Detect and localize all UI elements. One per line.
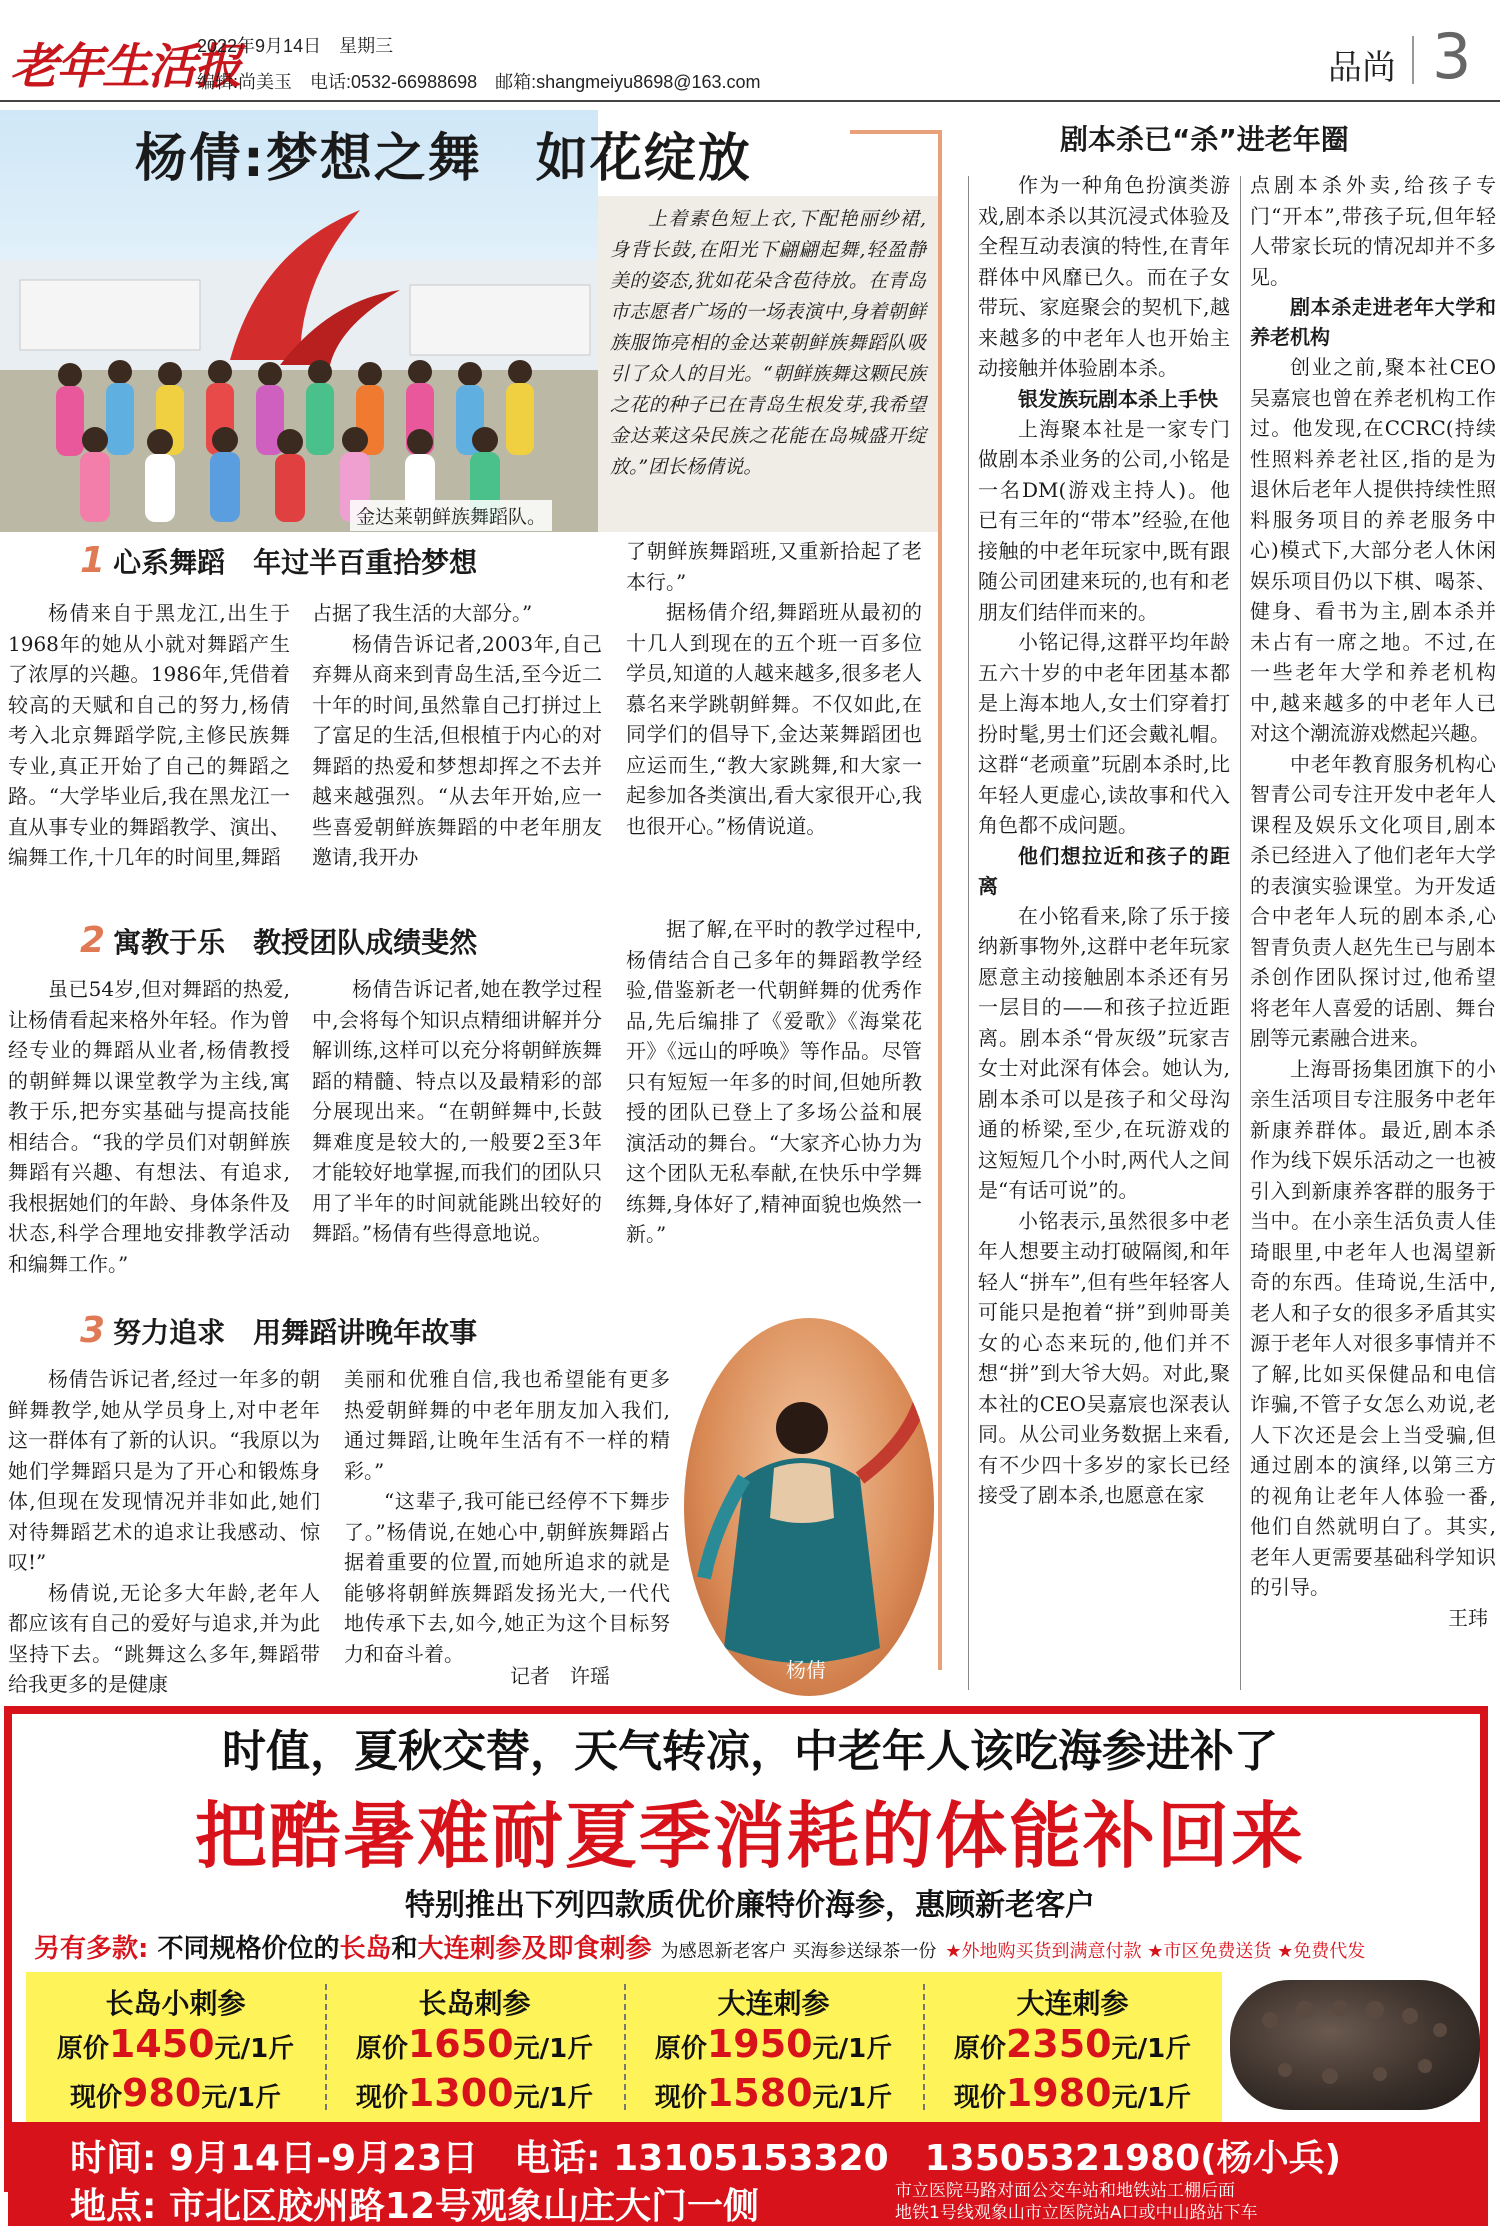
paragraph: 小铭表示,虽然很多中老年人想要主动打破隔阂,和年轻人“拼车”,但有些年轻客人可能只是抱着“拼”到帅哥美女的心态来玩的,他们并不想“拼”到大爷大妈。对此,聚本社的CEO吴嘉宸也深表认同。从公司业务数据上来看,有不少四十多岁的家长已经接受了剧本杀,也愿意在家 <box>978 1208 1230 1507</box>
feature-col-3-mid <box>626 914 922 1250</box>
paragraph: 杨倩告诉记者,2003年,自己弃舞从商来到青岛生活,至今近二十年的时间,虽然靠自己打拼过上了富足的生活,但根植于内心的对舞蹈的热爱和梦想却挥之不去并越来越强烈。“从去年开始,应一些喜爱朝鲜族舞蹈的中老年朋友邀请,我开办 <box>312 631 602 869</box>
paragraph: 上海聚本社是一家专门做剧本杀业务的公司,小铭是一名DM(游戏主持人)。他已有三年的“带本”经验,在他接触的中老年玩家中,既有跟随公司团建来玩的,也有和老朋友们结伴而来的。 <box>978 416 1230 624</box>
sidebar-byline: 王玮 <box>1448 1605 1488 1630</box>
yang-qian-portrait <box>684 1318 934 1696</box>
paragraph: 小铭记得,这群平均年龄五六十岁的中老年团基本都是上海本地人,女士们穿着打扮时髦,男士们还会戴礼帽。这群“老顽童”玩剧本杀时,比年轻人更虚心,读故事和代入角色都不成问题。 <box>978 630 1230 837</box>
section-3-heading <box>80 1310 477 1351</box>
accent-line-vertical <box>938 130 942 1670</box>
section-2-col-2 <box>312 974 602 1249</box>
section-2-number: 2 <box>80 920 106 961</box>
paragraph: 占据了我生活的大部分。” <box>312 601 533 625</box>
section-1-number: 1 <box>80 540 106 581</box>
price-table <box>26 1972 1222 2122</box>
section-1-col-1 <box>8 598 290 873</box>
current-price: 现价1300元/1斤 <box>355 2071 594 2115</box>
paragraph: 点剧本杀外卖,给孩子专门“开本”,带孩子玩,但年轻人带家长玩的情况却并不多见。 <box>1250 173 1496 289</box>
issue-date: 2022年9月14日 星期三 <box>197 36 394 56</box>
section-name: 品尚 <box>1328 48 1396 88</box>
ad-extra-small: 为感恩新老客户 买海参送绿茶一份 <box>660 1941 937 1962</box>
product-name: 长岛小刺参 <box>105 1987 246 2020</box>
product-card <box>26 1972 325 2122</box>
paragraph: 据了解,在平时的教学过程中,杨倩结合自己多年的舞蹈教学经验,借鉴新老一代朝鲜舞的优秀作品,先后编排了《爱歌》《海棠花开》《远山的呼唤》等作品。尽管只有短短一年多的时间,但她所教授的团队已登上了多场公益和展演活动的舞台。“大家齐心协力为这个团队无私奉献,在快乐中学舞练舞,身体好了,精神面貌也焕然一新。” <box>626 917 922 1246</box>
original-price: 原价1650元/1斤 <box>355 2022 594 2066</box>
product-name: 长岛刺参 <box>418 1987 531 2020</box>
current-price: 现价1580元/1斤 <box>654 2071 893 2115</box>
ad-address-note <box>895 2180 1257 2224</box>
feature-intro <box>598 196 938 532</box>
feature-headline: 杨倩:梦想之舞 如花绽放 <box>135 129 752 189</box>
paragraph: “这辈子,我可能已经停不下舞步了。”杨倩说,在她心中,朝鲜族舞蹈占据着重要的位置,而她所追求的就是能够将朝鲜族舞蹈发扬光大,一代代地传承下去,如今,她正为这个目标努力和奋斗着。 <box>344 1489 670 1666</box>
original-price: 原价2350元/1斤 <box>953 2022 1192 2066</box>
sidebar-subhead-3: 剧本杀走进老年大学和养老机构 <box>1250 295 1496 349</box>
section-divider <box>1412 36 1414 84</box>
product-name: 大连刺参 <box>1016 1987 1129 2020</box>
sidebar-headline: 剧本杀已“杀”进老年圈 <box>1060 123 1349 156</box>
ad-extra-brand-2: 大连刺参及即食刺参 <box>417 1934 652 1964</box>
section-2-heading <box>80 920 477 961</box>
ad-extra-label: 另有多款: <box>34 1934 149 1964</box>
portrait-caption: 杨倩 <box>786 1658 826 1682</box>
sea-cucumber-illustration <box>1230 1980 1480 2110</box>
paragraph: 美丽和优雅自信,我也希望能有更多热爱朝鲜舞的中老年朋友加入我们,通过舞蹈,让晚年生活有不一样的精彩。” <box>344 1367 670 1483</box>
current-price: 现价980元/1斤 <box>70 2071 281 2115</box>
product-card <box>624 1972 923 2122</box>
paragraph: 虽已54岁,但对舞蹈的热爱,让杨倩看起来格外年轻。作为曾经专业的舞蹈从业者,杨倩教授的朝鲜舞以课堂教学为主线,寓教于乐,把夯实基础与提高技能相结合。“我的学员们对朝鲜族舞蹈有兴趣、有想法、有追求,我根据她们的年龄、身体条件及状态,科学合理地安排教学活动和编舞工作。” <box>8 977 290 1276</box>
ad-time-phone: 时间: 9月14日-9月23日 电话: 13105153320 13505321980(杨小兵) <box>70 2138 1342 2179</box>
section-1-col-2 <box>312 598 602 873</box>
intro-text: 上着素色短上衣,下配艳丽纱裙,身背长鼓,在阳光下翩翩起舞,轻盈静美的姿态,犹如花朵含苞待放。在青岛市志愿者广场的一场表演中,身着朝鲜族服饰亮相的金达莱朝鲜族舞蹈队吸引了众人的目光。“朝鲜族舞这颗民族之花的种子已在青岛生根发芽,我希望金达莱这朵民族之花能在岛城盛开绽放。”团长杨倩说。 <box>610 208 926 478</box>
feature-col-3-top <box>626 536 922 841</box>
paragraph: 杨倩说,无论多大年龄,老年人都应该有自己的爱好与追求,并为此坚持下去。“跳舞这么多年,舞蹈带给我更多的是健康 <box>8 1580 320 1696</box>
ad-headline: 把酷暑难耐夏季消耗的体能补回来 <box>194 1794 1305 1878</box>
section-3-number: 3 <box>80 1310 106 1351</box>
newspaper-logo: 老年生活报 <box>10 39 241 95</box>
feature-byline: 记者 许瑶 <box>510 1664 610 1688</box>
sea-cucumber-image <box>1230 1980 1480 2110</box>
current-price: 现价1980元/1斤 <box>953 2071 1192 2115</box>
paragraph: 据杨倩介绍,舞蹈班从最初的十几人到现在的五个班一百多位学员,知道的人越来越多,很多老人慕名来学跳朝鲜舞。不仅如此,在同学们的倡导下,金达莱舞蹈团也应运而生,“教大家跳舞,和大家一起参加各类演出,看大家很开心,我也很开心。”杨倩说道。 <box>626 600 922 838</box>
original-price: 原价1950元/1斤 <box>654 2022 893 2066</box>
section-2-title: 寓教于乐 教授团队成绩斐然 <box>113 926 478 959</box>
sidebar-subhead-2: 他们想拉近和孩子的距离 <box>978 843 1230 898</box>
sidebar-col-2 <box>1250 170 1496 1633</box>
product-card <box>923 1972 1222 2122</box>
paragraph: 杨倩来自于黑龙江,出生于1968年的她从小就对舞蹈产生了浓厚的兴趣。1986年,凭借着较高的天赋和自己的努力,杨倩考入北京舞蹈学院,主修民族舞专业,真正开始了自己的舞蹈之路。“大学毕业后,我在黑龙江一直从事专业的舞蹈教学、演出、编舞工作,十几年的时间里,舞蹈 <box>8 601 290 869</box>
section-2-col-1 <box>8 974 290 1279</box>
ad-address: 地点: 市北区胶州路12号观象山庄大门一侧 <box>70 2186 760 2227</box>
section-3-title: 努力追求 用舞蹈讲晚年故事 <box>113 1316 478 1349</box>
sidebar-col-1 <box>978 170 1230 1511</box>
paragraph: 在小铭看来,除了乐于接纳新事物外,这群中老年玩家愿意主动接触剧本杀还有另一层目的——和孩子拉近距离。剧本杀“骨灰级”玩家吉女士对此深有体会。她认为,剧本杀可以是孩子和父母沟通的桥梁,至少,在玩游戏的这短短几个小时,两代人之间是“有话可说”的。 <box>978 903 1230 1202</box>
editor-contact: 编辑:尚美玉 电话:0532-66988698 邮箱:shangmeiyu8698@163.com <box>197 72 761 92</box>
section-3-col-1 <box>8 1364 320 1700</box>
photo-caption: 金达莱朝鲜族舞蹈队。 <box>350 500 552 531</box>
dancer-illustration <box>684 1318 934 1696</box>
section-1-title: 心系舞蹈 年过半百重拾梦想 <box>113 546 478 579</box>
paragraph: 了朝鲜族舞蹈班,又重新拾起了老本行。” <box>626 539 922 594</box>
paragraph: 杨倩告诉记者,经过一年多的朝鲜舞教学,她从学员身上,对中老年这一群体有了新的认识。“我原以为她们学舞蹈只是为了开心和锻炼身体,但现在发现情况并非如此,她们对待舞蹈艺术的追求让我感动、惊叹!” <box>8 1367 320 1574</box>
ad-address-note-1: 市立医院马路对面公交车站和地铁站工棚后面 <box>895 2181 1235 2201</box>
column-divider <box>968 176 969 1690</box>
paragraph: 作为一种角色扮演类游戏,剧本杀以其沉浸式体验及全程互动表演的特性,在青年群体中风靡已久。而在子女带玩、家庭聚会的契机下,越来越多的中老年人也开始主动接触并体验剧本杀。 <box>978 173 1230 380</box>
section-1-heading <box>80 540 477 581</box>
paragraph: 杨倩告诉记者,她在教学过程中,会将每个知识点精细讲解并分解训练,这样可以充分将朝鲜族舞蹈的精髓、特点以及最精彩的部分展现出来。“在朝鲜舞中,长鼓舞难度是较大的,一般要2至3年才能较好地掌握,而我们的团队只用了半年的时间就能跳出较好的舞蹈。”杨倩有些得意地说。 <box>312 977 602 1245</box>
ad-extra-perks: ★外地购买货到满意付款 ★市区免费送货 ★免费代发 <box>945 1941 1366 1962</box>
page-number: 3 <box>1432 20 1472 93</box>
paragraph: 上海哥扬集团旗下的小亲生活项目专注服务中老年新康养群体。最近,剧本杀作为线下娱乐活动之一也被引入到新康养客群的服务于当中。在小亲生活负责人佳琦眼里,中老年人也渴望新奇的东西。佳琦说,生活中,老人和子女的很多矛盾其实源于老年人对很多事情并不了解,比如买保健品和电信诈骗,不管子女怎么劝说,老人下次还是会上当受骗,但通过剧本的演绎,以第三方的视角让老年人体验一番,他们自然就明白了。其实,老年人更需要基础科学知识的引导。 <box>1250 1056 1496 1599</box>
paragraph: 中老年教育服务机构心智青公司专注开发中老年人课程及娱乐文化项目,剧本杀已经进入了他们老年大学的表演实验课堂。为开发适合中老年人玩的剧本杀,心智青负责人赵先生已与剧本杀创作团队探讨过,他希望将老年人喜爱的话剧、舞台剧等元素融合进来。 <box>1250 751 1496 1050</box>
ad-line-1: 时值，夏秋交替，天气转凉，中老年人该吃海参进补了 <box>222 1726 1278 1777</box>
ad-address-note-2: 地铁1号线观象山市立医院站A口或中山路站下车 <box>895 2203 1258 2223</box>
section-3-col-2 <box>344 1364 670 1669</box>
column-divider <box>1240 176 1241 1690</box>
sidebar-subhead-1: 银发族玩剧本杀上手快 <box>1018 386 1218 411</box>
ad-extra-text: 和 <box>391 1934 418 1964</box>
ad-line-3: 特别推出下列四款质优价廉特价海参，惠顾新老客户 <box>405 1888 1095 1923</box>
product-card <box>325 1972 624 2122</box>
ad-extra-brand-1: 长岛 <box>339 1934 392 1964</box>
ad-extra-text: 不同规格价位的 <box>157 1934 340 1964</box>
product-name: 大连刺参 <box>717 1987 830 2020</box>
paragraph: 创业之前,聚本社CEO吴嘉宸也曾在养老机构工作过。他发现,在CCRC(持续性照料养老社区,指的是为退休后老年人提供持续性照料服务项目的养老服务中心)模式下,大部分老人休闲娱乐项目仍以下棋、喝茶、健身、看书为主,剧本杀并未占有一席之地。不过,在一些老年大学和养老机构中,越来越多的中老年人已对这个潮流游戏燃起兴趣。 <box>1250 355 1496 745</box>
original-price: 原价1450元/1斤 <box>56 2022 295 2066</box>
accent-line-horizontal <box>850 130 942 134</box>
ad-extra-line <box>34 1928 1365 1965</box>
